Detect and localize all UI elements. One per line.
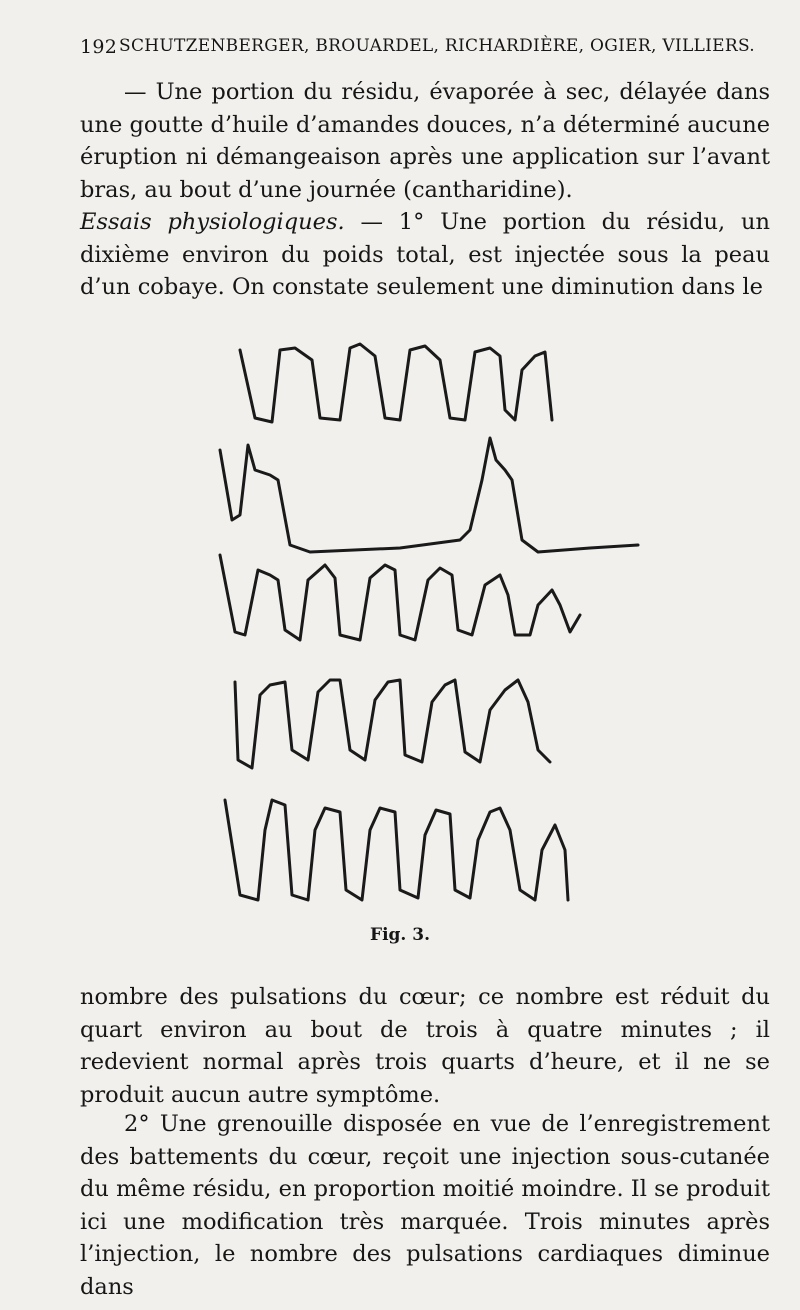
paragraph-essais-text: — 1° Une portion du résidu, un dixième environ du poids total, est injectée sous la peau d’un cobaye. On constate seulement une diminution dans le [80,209,770,300]
tracing-row-2 [220,438,638,552]
page-number: 192 [80,36,118,58]
tracing-row-4 [235,680,550,768]
paragraph-grenouille: 2° Une grenouille disposée en vue de l’enregistrement des battements du cœur, reçoit une injection sous-cutanée du même résidu, en proportion moitié moindre. Il se produit ici une modification très marquée. Trois minutes après l’injection, le nombre des pulsations cardiaques diminue dans [80,1111,770,1300]
running-title: SCHUTZENBERGER, BROUARDEL, RICHARDIÈRE, OGIER, VILLIERS. [119,36,755,56]
running-header [80,36,755,58]
figure-caption: Fig. 3. [370,925,430,945]
tracing-row-1 [240,344,552,422]
heartbeat-tracings-figure [200,330,660,920]
paragraph-pulsations: nombre des pulsations du cœur; ce nombre est réduit du quart environ au bout de trois à quatre minutes ; il redevient normal après trois quarts d’heure, et il ne se produit aucun autre symptôme. [80,984,770,1108]
tracing-row-5 [225,800,568,900]
section-heading-essais: Essais physiologiques. [80,209,345,235]
tracing-row-3 [220,555,580,640]
paragraph-residu: — Une portion du résidu, évaporée à sec, délayée dans une goutte d’huile d’amandes douces, n’a déterminé aucune éruption ni démangeaison après une application sur l’avant bras, au bout d’une journée (cantharidine). [80,79,771,203]
paragraph-essais [80,206,770,304]
